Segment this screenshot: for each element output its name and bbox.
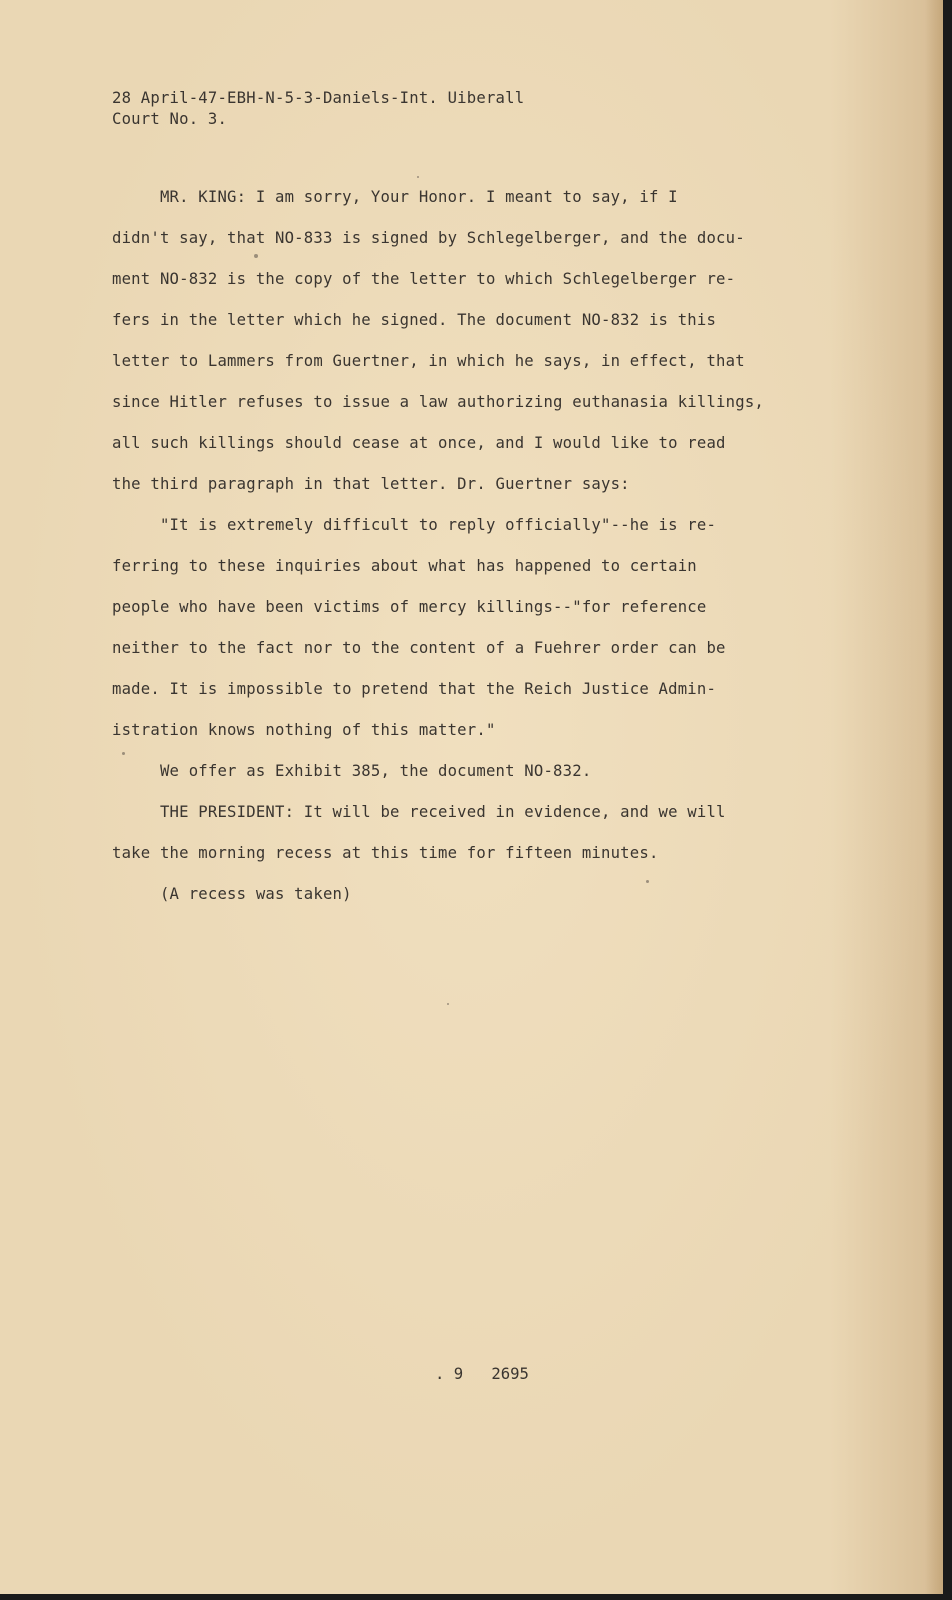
body-line: take the morning recess at this time for fifteen minutes. (112, 844, 659, 862)
body-line: letter to Lammers from Guertner, in which he says, in effect, that (112, 352, 745, 370)
body-line: neither to the fact nor to the content of a Fuehrer order can be (112, 639, 726, 657)
body-line: (A recess was taken) (112, 885, 352, 903)
paper-speck (646, 880, 649, 883)
paper-speck (122, 752, 125, 755)
body-line: didn't say, that NO-833 is signed by Schlegelberger, and the docu- (112, 229, 745, 247)
body-line: MR. KING: I am sorry, Your Honor. I meant to say, if I (112, 188, 678, 206)
body-line: We offer as Exhibit 385, the document NO-832. (112, 762, 592, 780)
body-line: ferring to these inquiries about what has happened to certain (112, 557, 697, 575)
page-number: . 9 2695 (435, 1365, 529, 1383)
header-line-2: Court No. 3. (112, 110, 228, 128)
page-edge-shadow (925, 0, 943, 1594)
body-line: "It is extremely difficult to reply officially"--he is re- (112, 516, 717, 534)
body-line: ment NO-832 is the copy of the letter to which Schlegelberger re- (112, 270, 736, 288)
body-line: fers in the letter which he signed. The document NO-832 is this (112, 311, 717, 329)
header-line-1: 28 April-47-EBH-N-5-3-Daniels-Int. Uiberall (112, 89, 525, 107)
body-line: since Hitler refuses to issue a law authorizing euthanasia killings, (112, 393, 764, 411)
body-line: made. It is impossible to pretend that the Reich Justice Admin- (112, 680, 717, 698)
paper-speck (447, 1003, 449, 1005)
body-line: istration knows nothing of this matter." (112, 721, 496, 739)
body-line: people who have been victims of mercy killings--"for reference (112, 598, 707, 616)
paper-speck (417, 176, 419, 178)
body-line: all such killings should cease at once, and I would like to read (112, 434, 726, 452)
body-line: the third paragraph in that letter. Dr. Guertner says: (112, 475, 630, 493)
body-line: THE PRESIDENT: It will be received in evidence, and we will (112, 803, 726, 821)
paper-speck (254, 254, 258, 258)
